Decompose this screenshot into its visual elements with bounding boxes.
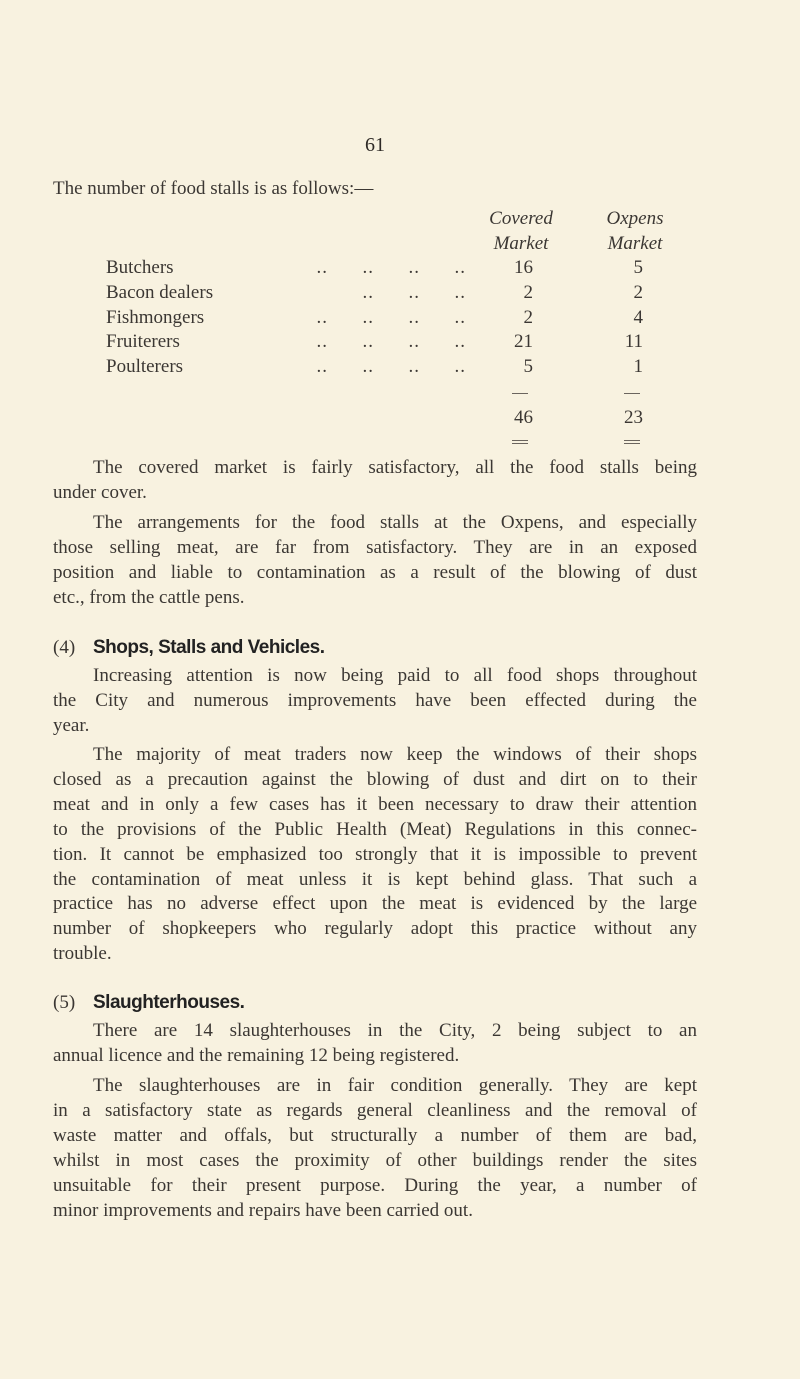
column-header-oxpens-2: Market: [607, 233, 663, 254]
row-label: Butchers: [106, 257, 174, 278]
paragraph-line: waste matter and offals, but structurally a number of them are bad,: [53, 1124, 697, 1146]
double-rule: [624, 440, 640, 441]
column-header-oxpens-1: Oxpens: [606, 208, 664, 229]
paragraph-line: whilst in most cases the proximity of other buildings render the sites: [53, 1149, 697, 1171]
paragraph-line: the City and numerous improvements have been effected during the: [53, 689, 697, 711]
total-oxpens: 23: [624, 407, 643, 428]
section-title: Shops, Stalls and Vehicles.: [93, 637, 325, 658]
value-oxpens: 11: [624, 331, 643, 353]
paragraph-line: position and liable to contamination as a result of the blowing of dust: [53, 561, 697, 583]
paragraph-line: closed as a precaution against the blowing of dust and dirt on to their: [53, 768, 697, 790]
paragraph-line: trouble.: [53, 943, 112, 965]
section-number: (5): [53, 992, 76, 1013]
section-heading: [53, 635, 324, 660]
leader-dots: .. .. .. ..: [316, 257, 466, 278]
paragraph-line: etc., from the cattle pens.: [53, 586, 245, 608]
leader-dots: .. .. .. ..: [316, 331, 466, 353]
row-label: Bacon dealers: [106, 281, 214, 303]
double-rule: [512, 440, 528, 441]
sum-rule: [512, 393, 528, 394]
value-covered: 2: [523, 281, 533, 303]
column-header-covered-1: Covered: [489, 208, 553, 229]
paragraph-line: unsuitable for their present purpose. During the year, a number of: [53, 1174, 697, 1196]
paragraph-line: those selling meat, are far from satisfactory. They are in an exposed: [53, 536, 697, 558]
column-header-covered-2: Market: [493, 233, 549, 254]
sum-rule: [624, 393, 640, 394]
paragraph-line: under cover.: [53, 481, 147, 503]
value-oxpens: 1: [633, 356, 643, 378]
paragraph-line: number of shopkeepers who regularly adopt this practice without any: [53, 918, 697, 940]
paragraph-line: tion. It cannot be emphasized too strongly that it is impossible to prevent: [53, 843, 697, 865]
section-heading: [53, 990, 244, 1015]
paragraph-line: The covered market is fairly satisfactory, all the food stalls being: [93, 457, 697, 478]
total-covered: 46: [514, 407, 533, 428]
paragraph-line: annual licence and the remaining 12 being registered.: [53, 1044, 460, 1066]
leader-dots: .. .. .. ..: [316, 356, 466, 378]
paragraph-line: There are 14 slaughterhouses in the City, 2 being subject to an: [93, 1020, 697, 1041]
paragraph-line: the contamination of meat unless it is kept behind glass. That such a: [53, 868, 697, 890]
value-covered: 5: [523, 356, 533, 378]
paragraph-line: The slaughterhouses are in fair condition generally. They are kept: [93, 1075, 697, 1096]
paragraph-line: in a satisfactory state as regards general cleanliness and the removal of: [53, 1099, 697, 1121]
paragraph-line: The arrangements for the food stalls at the Oxpens, and especially: [93, 512, 697, 533]
paragraph-line: Increasing attention is now being paid to all food shops throughout: [93, 665, 697, 686]
paragraph-line: The majority of meat traders now keep the windows of their shops: [93, 744, 697, 765]
value-oxpens: 5: [633, 257, 643, 278]
value-oxpens: 4: [633, 306, 643, 328]
paragraph-line: meat and in only a few cases has it been necessary to draw their attention: [53, 793, 697, 815]
paragraph-line: practice has no adverse effect upon the meat is evidenced by the large: [53, 893, 697, 915]
value-covered: 16: [514, 257, 533, 278]
row-label: Poulterers: [106, 356, 184, 378]
table-intro: The number of food stalls is as follows:—: [53, 178, 374, 199]
double-rule: [624, 443, 640, 444]
paragraph-line: year.: [53, 714, 90, 736]
value-covered: 2: [523, 306, 533, 328]
section-title: Slaughterhouses.: [93, 992, 245, 1013]
value-oxpens: 2: [633, 281, 643, 303]
leader-dots: .. .. ..: [362, 281, 466, 303]
paragraph-line: minor improvements and repairs have been carried out.: [53, 1199, 473, 1221]
row-label: Fruiterers: [106, 331, 180, 353]
value-covered: 21: [514, 331, 533, 353]
section-number: (4): [53, 637, 76, 658]
double-rule: [512, 443, 528, 444]
row-label: Fishmongers: [106, 306, 205, 328]
page-number: 61: [365, 134, 385, 156]
leader-dots: .. .. .. ..: [316, 306, 466, 328]
paragraph-line: to the provisions of the Public Health (Meat) Regulations in this connec-: [53, 818, 697, 840]
